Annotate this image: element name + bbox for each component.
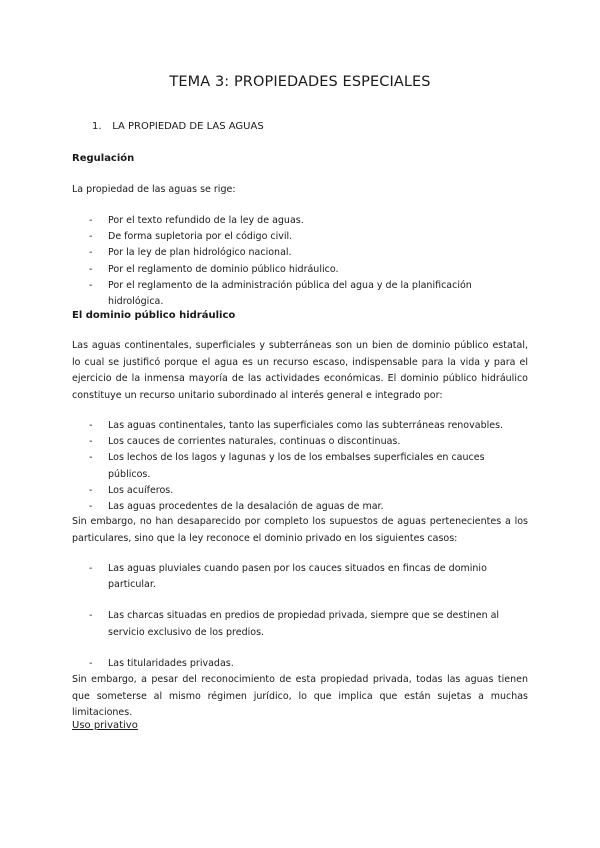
subheading-uso-privativo: Uso privativo — [72, 720, 138, 731]
private-list — [72, 561, 528, 687]
document-title: TEMA 3: PROPIEDADES ESPECIALES — [169, 74, 431, 90]
list-item: - Los lechos de los lagos y lagunas y los de los embalses superficiales en cauces públicos. — [89, 452, 485, 480]
section-number: 1. — [92, 121, 102, 132]
dash-marker: - — [89, 231, 93, 243]
dash-marker: - — [89, 215, 93, 226]
dash-marker: - — [89, 452, 93, 464]
closing-paragraph: Sin embargo, a pesar del reconocimiento de esta propiedad privada, todas las aguas tienen que someterse al mismo régimen jurídico, lo que implica que están sujetas a muchas limitaciones. — [72, 674, 528, 718]
list-item: - Las aguas pluviales cuando pasen por los cauces situados en fincas de dominio particular. — [89, 563, 487, 591]
list-item: - Las aguas continentales, tanto las superficiales como las subterráneas renovables. — [72, 418, 528, 434]
private-intro-paragraph: Sin embargo, no han desaparecido por completo los supuestos de aguas pertenecientes a los particulares, sino que la ley reconoce el dominio privado en los siguientes casos: — [72, 516, 528, 544]
dominio-list — [72, 418, 528, 515]
dash-marker: - — [89, 263, 93, 275]
list-item: - Por la ley de plan hidrológico nacional. — [72, 245, 528, 261]
dash-marker: - — [89, 247, 93, 259]
list-item: - Por el reglamento de la administración pública del agua y de la planificación hidrológica. — [89, 279, 472, 308]
list-item: - Los cauces de corrientes naturales, continuas o discontinuas. — [72, 434, 528, 450]
list-item: - Los acuíferos. — [72, 483, 528, 499]
section-heading-text: LA PROPIEDAD DE LAS AGUAS — [112, 121, 264, 132]
dash-marker: - — [89, 436, 93, 448]
list-item: - De forma supletoria por el código civil. — [72, 229, 528, 245]
dash-marker: - — [89, 610, 93, 622]
dash-marker: - — [89, 484, 93, 496]
list-item: - Por el texto refundido de la ley de aguas. — [72, 213, 528, 229]
dash-marker: - — [89, 279, 93, 291]
subheading-regulacion: Regulación — [72, 153, 135, 164]
regulacion-list — [72, 213, 528, 310]
regulacion-intro: La propiedad de las aguas se rige: — [72, 184, 236, 195]
dash-marker: - — [89, 657, 93, 669]
list-item: - Por el reglamento de dominio público hidráulico. — [72, 262, 528, 278]
dominio-paragraph: Las aguas continentales, superficiales y subterráneas son un bien de dominio público estatal, lo cual se justificó porque el agua es un recurso escaso, indispensable para la vida y para el ejercicio de la inmensa mayoría de las actividades económicas. El dominio público hidráulico constituye un recurso unitario subordinado al interés general e integrado por: — [72, 340, 528, 401]
dash-marker: - — [89, 563, 93, 574]
list-item: - Las titularidades privadas. — [72, 656, 528, 672]
section-heading — [92, 121, 264, 132]
list-item: - Las aguas procedentes de la desalación de aguas de mar. — [72, 499, 528, 515]
dash-marker: - — [89, 501, 93, 513]
subheading-dominio-publico: El dominio público hidráulico — [72, 310, 236, 321]
list-item: - Las charcas situadas en predios de propiedad privada, siempre que se destinen al servicio exclusivo de los predios. — [89, 610, 500, 638]
dash-marker: - — [89, 420, 93, 431]
